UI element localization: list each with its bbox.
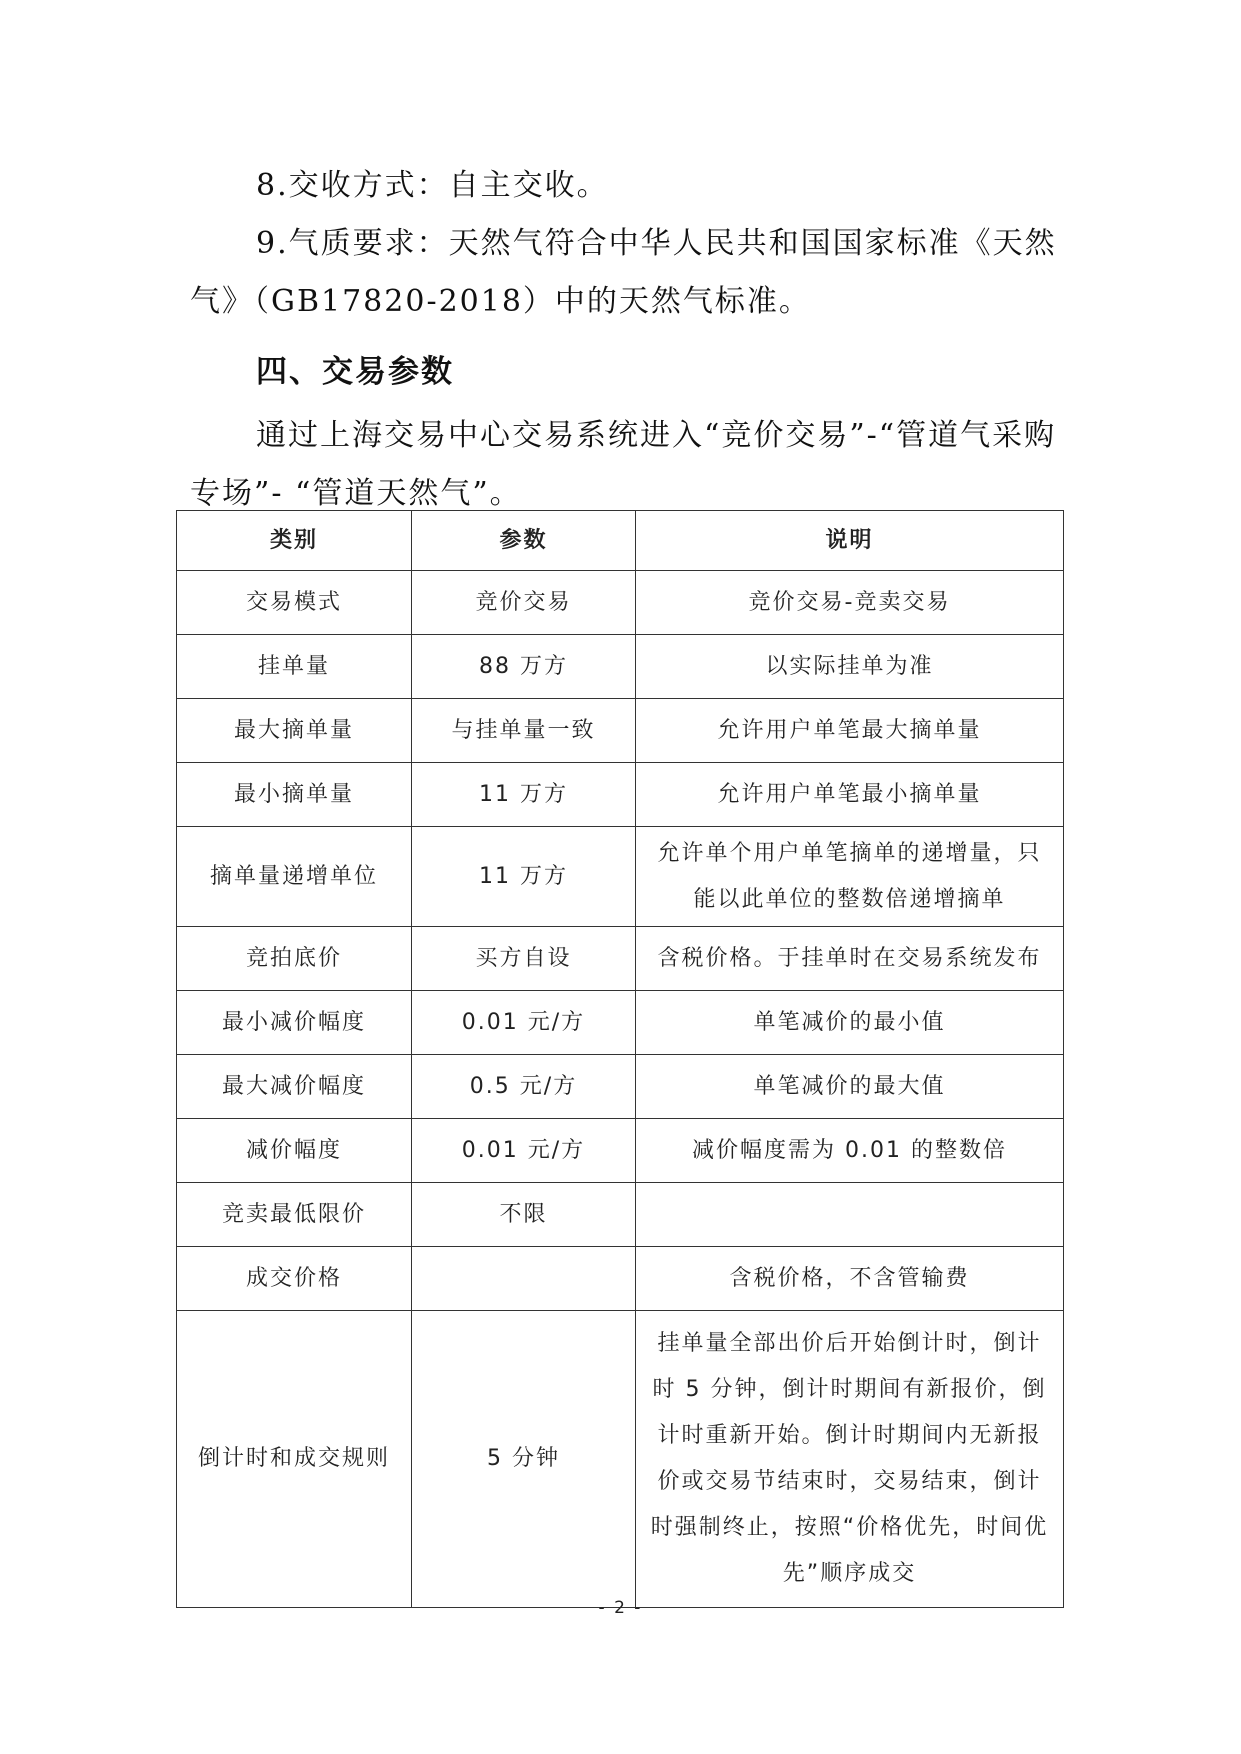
cell-description: 挂单量全部出价后开始倒计时，倒计时 5 分钟，倒计时期间有新报价，倒计时重新开始。倒计时期间内无新报价或交易节结束时，交易结束，倒计时强制终止，按照“价格优先，时间优先”顺序成交 bbox=[636, 1311, 1064, 1608]
cell-description: 允许用户单笔最大摘单量 bbox=[636, 699, 1064, 763]
table-row bbox=[177, 635, 1064, 699]
cell-description: 竞价交易-竞卖交易 bbox=[636, 571, 1064, 635]
paragraph-item-8: 8.交收方式：自主交收。 bbox=[256, 168, 609, 203]
cell-category: 最小减价幅度 bbox=[177, 991, 412, 1055]
cell-category: 减价幅度 bbox=[177, 1119, 412, 1183]
cell-parameter: 与挂单量一致 bbox=[412, 699, 636, 763]
header-parameter: 参数 bbox=[412, 511, 636, 571]
cell-category: 成交价格 bbox=[177, 1247, 412, 1311]
header-description: 说明 bbox=[636, 511, 1064, 571]
cell-category: 挂单量 bbox=[177, 635, 412, 699]
table-row bbox=[177, 1119, 1064, 1183]
cell-parameter: 买方自设 bbox=[412, 927, 636, 991]
table-row bbox=[177, 1311, 1064, 1608]
table-row bbox=[177, 927, 1064, 991]
table-row bbox=[177, 1183, 1064, 1247]
cell-description: 以实际挂单为准 bbox=[636, 635, 1064, 699]
section-heading-trading-parameters: 四、交易参数 bbox=[256, 354, 454, 390]
cell-parameter: 0.01 元/方 bbox=[412, 991, 636, 1055]
cell-category: 最大摘单量 bbox=[177, 699, 412, 763]
cell-parameter: 0.01 元/方 bbox=[412, 1119, 636, 1183]
cell-description: 单笔减价的最小值 bbox=[636, 991, 1064, 1055]
cell-category: 竞拍底价 bbox=[177, 927, 412, 991]
cell-description: 单笔减价的最大值 bbox=[636, 1055, 1064, 1119]
cell-description: 允许单个用户单笔摘单的递增量，只能以此单位的整数倍递增摘单 bbox=[636, 827, 1064, 927]
cell-category: 最大减价幅度 bbox=[177, 1055, 412, 1119]
cell-description: 减价幅度需为 0.01 的整数倍 bbox=[636, 1119, 1064, 1183]
cell-parameter: 88 万方 bbox=[412, 635, 636, 699]
cell-category: 最小摘单量 bbox=[177, 763, 412, 827]
cell-parameter: 11 万方 bbox=[412, 763, 636, 827]
table-row bbox=[177, 763, 1064, 827]
cell-parameter: 11 万方 bbox=[412, 827, 636, 927]
header-category: 类别 bbox=[177, 511, 412, 571]
table-row bbox=[177, 699, 1064, 763]
table-row bbox=[177, 991, 1064, 1055]
cell-description bbox=[636, 1183, 1064, 1247]
page-number: - 2 - bbox=[598, 1598, 643, 1618]
cell-parameter: 竞价交易 bbox=[412, 571, 636, 635]
table-row bbox=[177, 1055, 1064, 1119]
cell-description: 允许用户单笔最小摘单量 bbox=[636, 763, 1064, 827]
cell-category: 交易模式 bbox=[177, 571, 412, 635]
paragraph-item-9: 9.气质要求：天然气符合中华人民共和国国家标准《天然气》（GB17820-2018）中的天然气标准。 bbox=[190, 226, 1057, 319]
cell-category: 倒计时和成交规则 bbox=[177, 1311, 412, 1608]
cell-parameter bbox=[412, 1247, 636, 1311]
table-header-row bbox=[177, 511, 1064, 571]
cell-parameter: 不限 bbox=[412, 1183, 636, 1247]
cell-description: 含税价格，不含管输费 bbox=[636, 1247, 1064, 1311]
table-row bbox=[177, 1247, 1064, 1311]
table-row bbox=[177, 827, 1064, 927]
cell-description: 含税价格。于挂单时在交易系统发布 bbox=[636, 927, 1064, 991]
cell-parameter: 5 分钟 bbox=[412, 1311, 636, 1608]
table-row bbox=[177, 571, 1064, 635]
paragraph-intro: 通过上海交易中心交易系统进入“竞价交易”-“管道气采购专场”- “管道天然气”。 bbox=[190, 418, 1057, 511]
cell-parameter: 0.5 元/方 bbox=[412, 1055, 636, 1119]
cell-category: 摘单量递增单位 bbox=[177, 827, 412, 927]
cell-category: 竞卖最低限价 bbox=[177, 1183, 412, 1247]
trading-parameters-table bbox=[176, 510, 1064, 1608]
